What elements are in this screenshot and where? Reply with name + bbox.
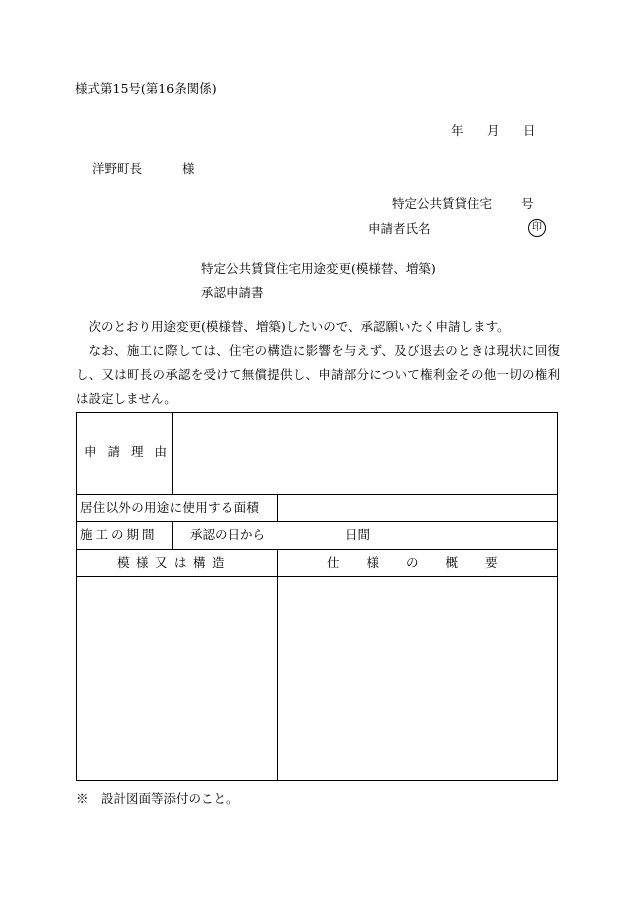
area-label: 居住以外の用途に使用する面積 [80,500,260,515]
period-from-text: 承認の日から [190,527,266,542]
spec-field[interactable] [278,577,557,780]
form-number: 様式第15号(第16条関係) [75,81,217,96]
date-month-label: 月 [487,123,500,138]
document-title-line1: 特定公共賃貸住宅用途変更(模様替、増築) [201,261,436,276]
table-border-bottom [76,780,558,781]
applicant-name-label: 申請者氏名 [368,221,431,236]
table-divider [76,549,558,550]
structure-field[interactable] [77,577,277,780]
table-divider [76,521,558,522]
housing-label: 特定公共賃貸住宅 [392,196,493,211]
period-label: 施工の期間 [80,527,158,542]
reason-field[interactable] [173,413,557,494]
table-divider [172,521,173,549]
date-year-label: 年 [451,123,464,138]
recipient-name: 洋野町長 [92,161,143,176]
spec-column-header: 仕様の概要 [327,555,525,570]
housing-number-suffix: 号 [521,196,534,211]
period-days-text: 日間 [345,527,371,542]
table-border-right [557,412,558,781]
area-field[interactable] [278,495,557,521]
footnote: ※ 設計図面等添付のこと。 [76,791,239,806]
document-title-line2: 承認申請書 [201,285,264,300]
body-paragraph-1: 次のとおり用途変更(模様替、増築)したいので、承認願いたく申請します。 [88,319,510,334]
body-paragraph-2: なお、施工に際しては、住宅の構造に影響を与えず、及び退去のときは現状に回復し、又は町長の承認を受けて無償提供し、申請部分について権利金その他一切の権利は設定しません。 [76,343,560,406]
date-day-label: 日 [523,123,536,138]
structure-column-header: 模様又は構造 [117,555,232,570]
recipient-honorific: 様 [182,161,195,176]
seal-icon: 印 [528,219,546,237]
reason-label: 申請理由 [84,444,179,459]
